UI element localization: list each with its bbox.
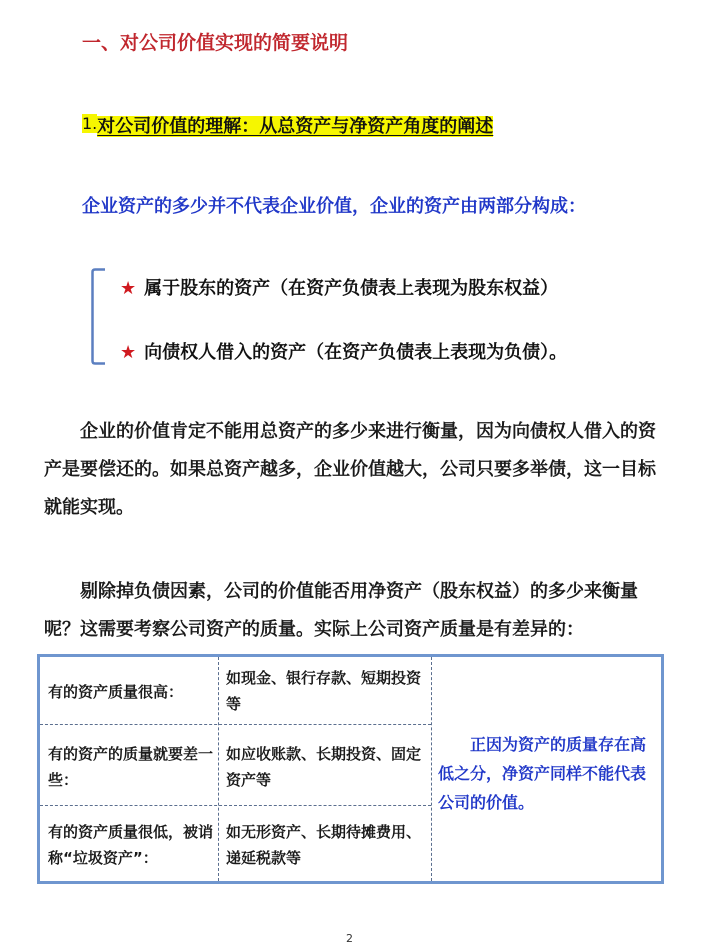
star-icon: ★ [120,342,137,363]
bracket-icon [91,268,106,365]
table-conclusion: 正因为资产的质量存在高低之分，净资产同样不能代表公司的价值。 [438,735,647,812]
paragraph-total-assets [44,413,656,527]
asset-part-shareholder [120,274,558,300]
subsection-title: 对公司价值的理解：从总资产与净资产角度的阐述 [97,116,494,137]
row-divider [40,724,431,725]
table-cell-category: 有的资产质量很低，被诮称“垃圾资产”： [48,823,214,867]
row-divider [40,805,431,806]
column-divider [218,657,219,881]
table-cell-examples: 如无形资产、长期待摊费用、递延税款等 [226,823,422,867]
paragraph-text: 剔除掉负债因素，公司的价值能否用净资产（股东权益）的多少来衡量呢？这需要考察公司资产的质量。实际上公司资产质量是有差异的： [44,581,638,640]
page-number: 2 [346,932,353,945]
section-title: 一、对公司价值实现的简要说明 [82,32,349,54]
table-cell-examples: 如现金、银行存款、短期投资等 [226,669,422,713]
table-cell-category: 有的资产质量很高： [48,683,184,701]
asset-part-text: 属于股东的资产（在资产负债表上表现为股东权益） [144,278,559,299]
asset-quality-table [37,654,664,884]
paragraph-text: 企业的价值肯定不能用总资产的多少来进行衡量，因为向债权人借入的资产是要偿还的。如果总资产越多，企业价值越大，公司只要多举债，这一目标就能实现。 [44,421,656,518]
column-divider [431,657,432,881]
asset-part-creditor [120,338,567,364]
table-cell-examples: 如应收账款、长期投资、固定资产等 [226,745,422,789]
subsection-number: 1. [82,114,98,133]
intro-line: 企业资产的多少并不代表企业价值，企业的资产由两部分构成： [82,196,586,217]
subsection-heading [82,112,493,138]
table-cell-category: 有的资产的质量就要差一些： [48,745,214,789]
asset-part-text: 向债权人借入的资产（在资产负债表上表现为负债）。 [144,342,568,363]
paragraph-net-assets [44,573,656,649]
star-icon: ★ [120,278,137,299]
